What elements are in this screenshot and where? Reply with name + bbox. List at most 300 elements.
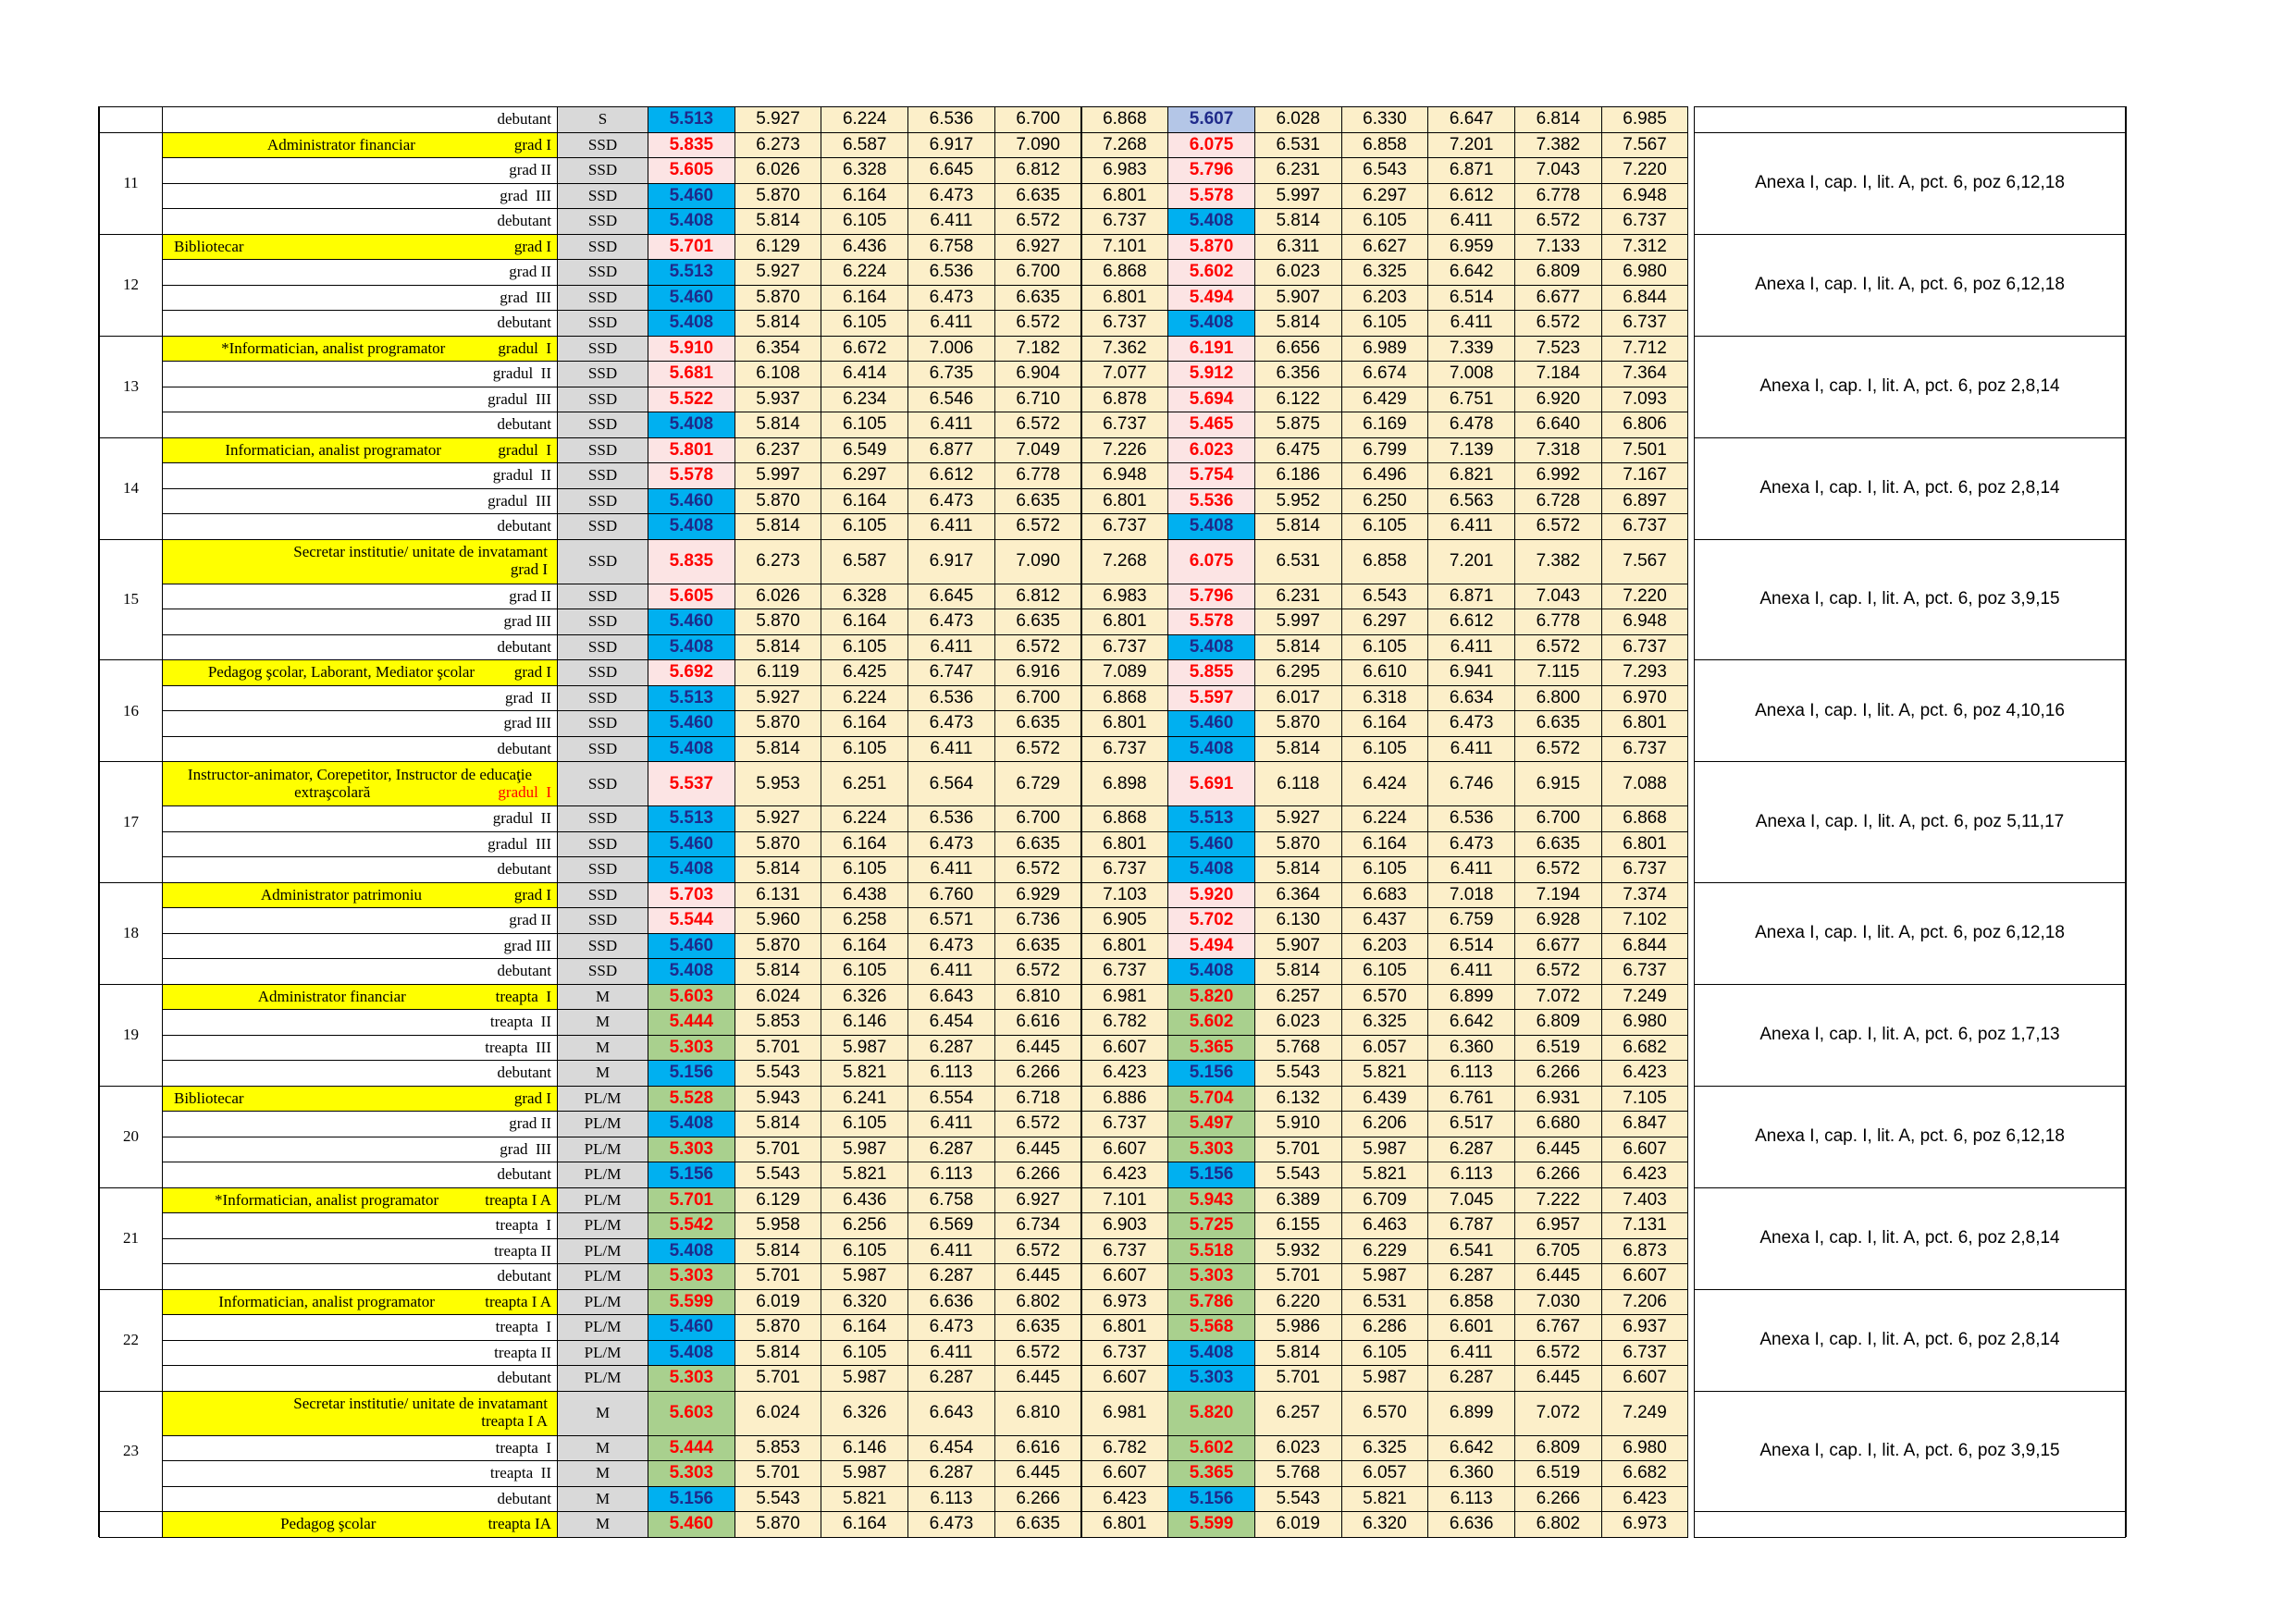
- salary-cell: [1254, 285, 1342, 312]
- salary-value: 6.983: [1103, 160, 1147, 180]
- grade-label: gradul III: [488, 389, 551, 408]
- salary-value: 7.318: [1536, 439, 1581, 460]
- salary-value: 5.156: [669, 1488, 714, 1508]
- salary-value: 6.572: [1536, 636, 1581, 657]
- salary-cell: [734, 1187, 822, 1214]
- salary-value: 6.812: [1016, 585, 1060, 606]
- salary-highlight-cell: [1167, 1263, 1255, 1290]
- salary-value: 6.809: [1536, 262, 1581, 282]
- salary-cell: [1427, 132, 1515, 159]
- salary-value: 6.473: [929, 713, 974, 733]
- salary-cell: [1081, 285, 1169, 312]
- salary-cell: [734, 609, 822, 635]
- salary-cell: [1341, 412, 1429, 438]
- salary-value: 6.536: [929, 808, 974, 829]
- salary-value: 7.072: [1536, 986, 1581, 1006]
- grade-label: debutant: [497, 110, 551, 129]
- salary-cell: [1427, 208, 1515, 235]
- salary-value: 5.943: [1189, 1189, 1234, 1210]
- study-level: SSD: [587, 962, 618, 980]
- salary-highlight-cell: [648, 761, 735, 806]
- salary-cell: [821, 1137, 908, 1163]
- salary-value: 5.814: [756, 859, 800, 879]
- salary-value: 5.814: [756, 961, 800, 981]
- row-number-cell: [99, 106, 163, 133]
- grade-label: debutant: [497, 1267, 551, 1285]
- salary-value: 6.330: [1363, 109, 1407, 129]
- row-number-cell: [99, 539, 163, 661]
- salary-cell: [734, 659, 822, 686]
- salary-value: 7.184: [1536, 363, 1581, 384]
- legal-reference-cell: [1694, 234, 2126, 337]
- salary-value: 6.821: [1449, 465, 1494, 486]
- position-label: [162, 132, 558, 159]
- salary-cell: [907, 1238, 995, 1265]
- salary-cell: [994, 1340, 1082, 1367]
- salary-value: 5.814: [1276, 516, 1320, 536]
- salary-highlight-cell: [1167, 1212, 1255, 1239]
- salary-highlight-cell: [1167, 259, 1255, 286]
- salary-cell: [821, 1060, 908, 1087]
- salary-value: 6.287: [929, 1266, 974, 1286]
- salary-value: 5.987: [842, 1138, 887, 1159]
- position-label: [162, 634, 558, 661]
- legal-reference: Anexa I, cap. I, lit. A, pct. 6, poz 6,12,18: [1755, 173, 2065, 192]
- study-level: SSD: [587, 714, 618, 732]
- salary-cell: [1081, 933, 1169, 960]
- salary-cell: [1254, 106, 1342, 133]
- salary-cell: [821, 659, 908, 686]
- salary-cell: [1427, 710, 1515, 737]
- salary-value: 6.905: [1103, 910, 1147, 930]
- salary-cell: [1081, 462, 1169, 489]
- salary-value: 6.980: [1623, 1437, 1667, 1457]
- salary-value: 5.821: [842, 1164, 887, 1185]
- salary-value: 5.821: [1363, 1063, 1407, 1083]
- salary-cell: [1427, 106, 1515, 133]
- salary-value: 6.916: [1016, 662, 1060, 682]
- salary-value: 7.249: [1623, 986, 1667, 1006]
- salary-cell: [1341, 1263, 1429, 1290]
- salary-value: 6.131: [756, 884, 800, 904]
- salary-cell: [994, 285, 1082, 312]
- study-level-cell: [557, 856, 648, 883]
- salary-value: 6.973: [1103, 1291, 1147, 1311]
- salary-cell: [1341, 1060, 1429, 1087]
- salary-value: 6.572: [1016, 961, 1060, 981]
- salary-value: 5.578: [1189, 611, 1234, 632]
- position-label: [162, 1060, 558, 1087]
- salary-highlight-cell: [648, 1060, 735, 1087]
- salary-value: 6.737: [1103, 414, 1147, 435]
- salary-cell: [1254, 1460, 1342, 1487]
- salary-highlight-cell: [1167, 310, 1255, 337]
- salary-highlight-cell: [1167, 805, 1255, 832]
- salary-highlight-cell: [648, 1460, 735, 1487]
- salary-value: 6.287: [929, 1037, 974, 1057]
- salary-cell: [734, 1060, 822, 1087]
- row-number: 11: [123, 174, 139, 191]
- salary-value: 5.814: [756, 1342, 800, 1362]
- salary-value: 5.408: [1189, 738, 1234, 758]
- salary-value: 6.635: [1016, 713, 1060, 733]
- legal-reference: Anexa I, cap. I, lit. A, pct. 6, poz 2,8,14: [1759, 1330, 2060, 1349]
- salary-value: 6.023: [1276, 1437, 1320, 1457]
- salary-value: 6.057: [1363, 1463, 1407, 1483]
- salary-cell: [1514, 1009, 1602, 1036]
- salary-value: 6.105: [842, 516, 887, 536]
- salary-highlight-cell: [648, 634, 735, 661]
- salary-value: 6.782: [1103, 1437, 1147, 1457]
- salary-cell: [821, 1365, 908, 1392]
- salary-value: 6.411: [1450, 859, 1493, 879]
- salary-highlight-cell: [648, 285, 735, 312]
- salary-cell: [821, 736, 908, 763]
- salary-value: 6.473: [929, 833, 974, 854]
- salary-cell: [1254, 685, 1342, 712]
- salary-cell: [734, 933, 822, 960]
- salary-value: 5.408: [669, 636, 714, 657]
- position-label: [162, 208, 558, 235]
- salary-value: 6.683: [1363, 884, 1407, 904]
- salary-value: 6.164: [1363, 833, 1407, 854]
- salary-value: 7.088: [1623, 773, 1667, 793]
- salary-value: 5.408: [669, 414, 714, 435]
- salary-value: 6.607: [1103, 1463, 1147, 1483]
- salary-value: 6.572: [1536, 961, 1581, 981]
- salary-cell: [1341, 336, 1429, 363]
- salary-value: 6.736: [1016, 910, 1060, 930]
- salary-value: 6.761: [1449, 1088, 1494, 1108]
- salary-cell: [1514, 584, 1602, 610]
- salary-cell: [907, 1009, 995, 1036]
- study-level-cell: [557, 1162, 648, 1188]
- salary-cell: [1341, 1238, 1429, 1265]
- salary-value: 7.008: [1449, 363, 1494, 384]
- salary-cell: [994, 310, 1082, 337]
- salary-value: 6.612: [929, 465, 974, 486]
- salary-cell: [821, 1340, 908, 1367]
- salary-value: 6.164: [842, 185, 887, 205]
- salary-value: 6.970: [1623, 687, 1667, 707]
- salary-cell: [1514, 234, 1602, 261]
- salary-highlight-cell: [648, 1340, 735, 1367]
- salary-value: 6.801: [1103, 490, 1147, 510]
- salary-value: 6.812: [1016, 160, 1060, 180]
- salary-cell: [1514, 336, 1602, 363]
- study-level: PL/M: [584, 1088, 622, 1107]
- study-level: M: [595, 1404, 611, 1421]
- salary-value: 6.411: [1450, 961, 1493, 981]
- salary-value: 6.635: [1536, 833, 1581, 854]
- salary-cell: [821, 361, 908, 387]
- salary-value: 5.605: [669, 585, 714, 606]
- salary-cell: [1427, 1511, 1515, 1538]
- salary-cell: [1514, 462, 1602, 489]
- salary-value: 6.297: [1363, 611, 1407, 632]
- salary-cell: [907, 856, 995, 883]
- salary-value: 6.635: [1016, 611, 1060, 632]
- salary-value: 6.411: [1450, 738, 1493, 758]
- salary-value: 6.105: [1363, 961, 1407, 981]
- position-label: [162, 1340, 558, 1367]
- salary-cell: [1427, 805, 1515, 832]
- study-level: SSD: [587, 885, 618, 904]
- salary-value: 6.024: [756, 1403, 800, 1422]
- salary-value: 6.164: [842, 935, 887, 955]
- salary-cell: [734, 387, 822, 413]
- salary-value: 6.677: [1536, 935, 1581, 955]
- salary-value: 6.224: [842, 109, 887, 129]
- grade-label: debutant: [497, 1064, 551, 1082]
- study-level: PL/M: [584, 1292, 622, 1310]
- salary-value: 6.643: [929, 1403, 974, 1422]
- salary-cell: [1081, 539, 1169, 584]
- salary-value: 5.460: [669, 287, 714, 307]
- salary-value: 6.445: [1016, 1266, 1060, 1286]
- salary-cell: [907, 1314, 995, 1341]
- salary-cell: [821, 805, 908, 832]
- legal-reference-cell: [1694, 761, 2126, 883]
- salary-cell: [994, 234, 1082, 261]
- salary-cell: [1514, 1460, 1602, 1487]
- salary-value: 5.543: [756, 1063, 800, 1083]
- salary-cell: [734, 1212, 822, 1239]
- salary-cell: [734, 907, 822, 934]
- salary-value: 5.814: [756, 738, 800, 758]
- salary-highlight-cell: [648, 1137, 735, 1163]
- position-label: [162, 831, 558, 858]
- salary-cell: [1427, 259, 1515, 286]
- position-label: [162, 1162, 558, 1188]
- salary-value: 6.411: [1450, 636, 1493, 657]
- salary-value: 5.821: [842, 1063, 887, 1083]
- salary-highlight-cell: [1167, 361, 1255, 387]
- grade-label: treapta I A: [481, 1412, 548, 1430]
- salary-cell: [1081, 259, 1169, 286]
- salary-value: 6.847: [1623, 1113, 1667, 1134]
- salary-value: 6.782: [1103, 1012, 1147, 1032]
- legal-reference: Anexa I, cap. I, lit. A, pct. 6, poz 2,8,14: [1759, 1228, 2060, 1248]
- salary-cell: [1601, 1060, 1689, 1087]
- salary-value: 6.473: [929, 611, 974, 632]
- salary-value: 5.597: [1189, 687, 1234, 707]
- study-level: SSD: [587, 517, 618, 535]
- study-level-cell: [557, 539, 648, 584]
- salary-cell: [994, 412, 1082, 438]
- salary-value: 5.408: [669, 738, 714, 758]
- salary-cell: [1601, 831, 1689, 858]
- salary-cell: [907, 234, 995, 261]
- salary-highlight-cell: [648, 183, 735, 210]
- row-number-cell: [99, 1391, 163, 1513]
- salary-value: 5.460: [669, 1317, 714, 1337]
- salary-value: 5.494: [1189, 287, 1234, 307]
- salary-cell: [1254, 513, 1342, 540]
- salary-cell: [1514, 1340, 1602, 1367]
- salary-cell: [1601, 259, 1689, 286]
- salary-value: 6.266: [1016, 1164, 1060, 1185]
- salary-value: 6.700: [1016, 109, 1060, 129]
- salary-value: 6.729: [1016, 773, 1060, 793]
- salary-cell: [1254, 710, 1342, 737]
- salary-value: 6.572: [1536, 859, 1581, 879]
- salary-value: 6.809: [1536, 1012, 1581, 1032]
- salary-highlight-cell: [1167, 1340, 1255, 1367]
- salary-value: 5.814: [1276, 738, 1320, 758]
- salary-value: 6.546: [929, 388, 974, 409]
- study-level: PL/M: [584, 1190, 622, 1209]
- salary-value: 5.568: [1189, 1317, 1234, 1337]
- salary-value: 5.768: [1276, 1037, 1320, 1057]
- salary-value: 5.518: [1189, 1240, 1234, 1260]
- study-level: M: [595, 1438, 611, 1457]
- study-level-cell: [557, 1365, 648, 1392]
- position-label: [162, 856, 558, 883]
- salary-value: 6.473: [1449, 713, 1494, 733]
- legal-reference-cell: [1694, 1086, 2126, 1188]
- salary-value: 6.980: [1623, 262, 1667, 282]
- salary-cell: [1514, 106, 1602, 133]
- salary-highlight-cell: [648, 132, 735, 159]
- salary-cell: [1601, 1340, 1689, 1367]
- salary-value: 7.101: [1103, 1189, 1147, 1210]
- salary-cell: [821, 387, 908, 413]
- salary-cell: [1601, 285, 1689, 312]
- salary-cell: [1601, 1137, 1689, 1163]
- salary-value: 6.973: [1623, 1514, 1667, 1534]
- salary-value: 5.460: [669, 611, 714, 632]
- salary-cell: [1254, 1212, 1342, 1239]
- salary-cell: [1254, 984, 1342, 1011]
- salary-value: 6.737: [1103, 1113, 1147, 1134]
- salary-value: 5.543: [1276, 1063, 1320, 1083]
- legal-reference: Anexa I, cap. I, lit. A, pct. 6, poz 1,7,13: [1759, 1025, 2060, 1044]
- salary-cell: [1341, 1435, 1429, 1462]
- salary-highlight-cell: [1167, 1035, 1255, 1062]
- study-level-cell: [557, 361, 648, 387]
- salary-value: 7.567: [1623, 551, 1667, 571]
- salary-value: 5.578: [669, 465, 714, 486]
- salary-cell: [1514, 1187, 1602, 1214]
- study-level: SSD: [587, 612, 618, 631]
- salary-value: 5.408: [1189, 1342, 1234, 1362]
- salary-cell: [1601, 361, 1689, 387]
- row-number: 16: [123, 701, 139, 719]
- salary-value: 6.981: [1103, 1403, 1147, 1422]
- salary-value: 7.133: [1536, 236, 1581, 256]
- salary-cell: [1514, 1289, 1602, 1316]
- salary-cell: [1514, 1162, 1602, 1188]
- salary-cell: [734, 1137, 822, 1163]
- salary-value: 7.182: [1016, 338, 1060, 358]
- study-level: S: [598, 110, 608, 129]
- study-level: SSD: [587, 135, 618, 154]
- position-label: [162, 958, 558, 985]
- salary-highlight-cell: [648, 659, 735, 686]
- salary-cell: [1254, 1365, 1342, 1392]
- grade-label: treapta I: [495, 1318, 551, 1336]
- study-level-cell: [557, 634, 648, 661]
- salary-cell: [1514, 412, 1602, 438]
- salary-cell: [994, 831, 1082, 858]
- salary-cell: [1341, 882, 1429, 909]
- salary-value: 6.627: [1363, 236, 1407, 256]
- study-level-cell: [557, 805, 648, 832]
- salary-cell: [821, 437, 908, 464]
- salary-cell: [1601, 106, 1689, 133]
- study-level: SSD: [587, 860, 618, 879]
- salary-cell: [1341, 609, 1429, 635]
- study-level-cell: [557, 285, 648, 312]
- position-title-line: extraşcolară: [294, 782, 371, 801]
- grade-label: grad I: [513, 237, 551, 255]
- salary-cell: [1341, 234, 1429, 261]
- salary-value: 6.105: [842, 636, 887, 657]
- salary-value: 7.523: [1536, 338, 1581, 358]
- salary-value: 6.607: [1623, 1368, 1667, 1388]
- study-level: SSD: [587, 739, 618, 757]
- salary-cell: [1514, 208, 1602, 235]
- salary-value: 6.801: [1103, 1317, 1147, 1337]
- position-label: [162, 1035, 558, 1062]
- salary-value: 6.169: [1363, 414, 1407, 435]
- salary-cell: [1601, 1035, 1689, 1062]
- salary-cell: [1601, 984, 1689, 1011]
- salary-highlight-cell: [1167, 1238, 1255, 1265]
- salary-cell: [821, 1314, 908, 1341]
- row-number: 13: [123, 377, 139, 395]
- salary-cell: [1081, 1060, 1169, 1087]
- salary-highlight-cell: [1167, 234, 1255, 261]
- study-level: SSD: [587, 663, 618, 682]
- study-level-cell: [557, 1391, 648, 1436]
- salary-cell: [1427, 933, 1515, 960]
- salary-cell: [1601, 183, 1689, 210]
- salary-highlight-cell: [648, 584, 735, 610]
- salary-value: 7.030: [1536, 1291, 1581, 1311]
- salary-cell: [907, 1391, 995, 1436]
- salary-value: 7.049: [1016, 439, 1060, 460]
- salary-highlight-cell: [648, 907, 735, 934]
- salary-value: 5.156: [669, 1164, 714, 1185]
- position-label: [162, 259, 558, 286]
- salary-highlight-cell: [648, 513, 735, 540]
- salary-value: 6.445: [1536, 1138, 1581, 1159]
- salary-cell: [1081, 1486, 1169, 1513]
- salary-value: 6.354: [756, 338, 800, 358]
- salary-value: 6.191: [1189, 338, 1234, 358]
- salary-value: 6.758: [929, 1189, 974, 1210]
- study-level-cell: [557, 183, 648, 210]
- salary-value: 6.287: [1449, 1368, 1494, 1388]
- position-label: [162, 710, 558, 737]
- salary-value: 5.814: [1276, 313, 1320, 333]
- salary-cell: [1081, 1460, 1169, 1487]
- salary-value: 5.303: [669, 1138, 714, 1159]
- salary-value: 5.681: [669, 363, 714, 384]
- grade-label: debutant: [497, 1489, 551, 1507]
- position-title: Bibliotecar: [174, 1088, 244, 1107]
- position-label: [162, 488, 558, 515]
- salary-value: 7.364: [1623, 363, 1667, 384]
- salary-value: 6.868: [1103, 109, 1147, 129]
- salary-cell: [821, 412, 908, 438]
- salary-value: 6.105: [1363, 211, 1407, 231]
- position-label: [162, 933, 558, 960]
- salary-value: 5.910: [669, 338, 714, 358]
- salary-value: 6.287: [1449, 1138, 1494, 1159]
